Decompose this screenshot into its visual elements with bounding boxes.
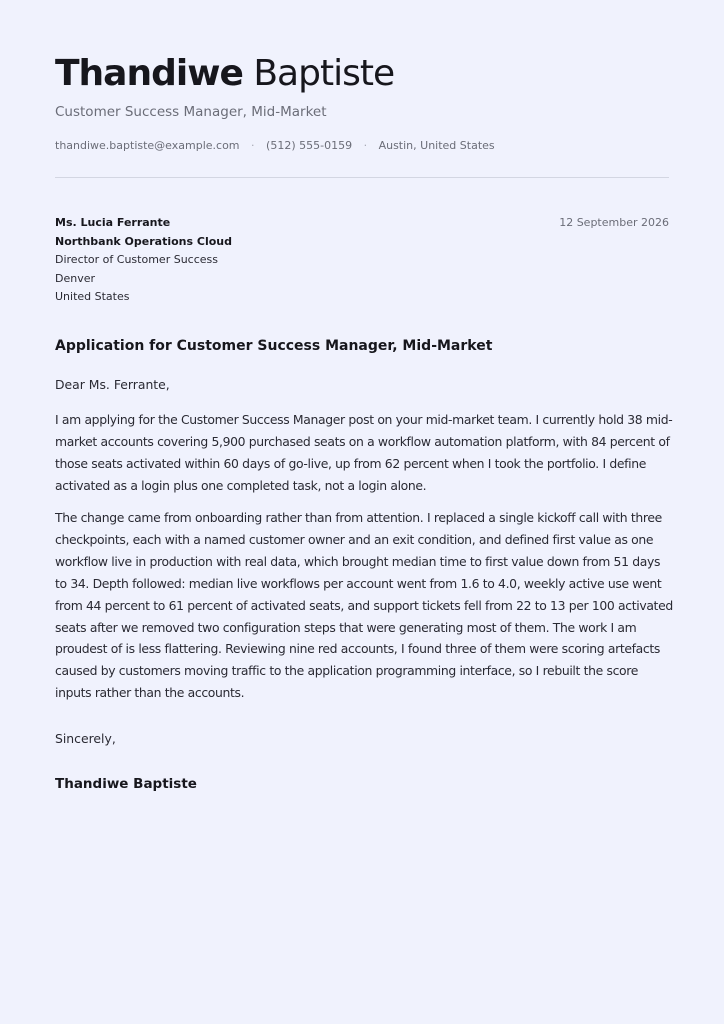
contact-separator: · xyxy=(251,139,255,152)
contact-email: thandiwe.baptiste@example.com xyxy=(55,139,240,152)
recipient-title: Director of Customer Success xyxy=(55,253,218,267)
recipient-name: Ms. Lucia Ferrante xyxy=(55,216,171,229)
letter-date: 12 September 2026 xyxy=(559,216,669,229)
recipient-company: Northbank Operations Cloud xyxy=(55,234,232,248)
header-divider xyxy=(55,177,669,178)
body-paragraph: The change came from onboarding rather than from attention. I replaced a single kickoff call with three checkpoints, each with a named customer owner and an exit condition, and defined first value as one workflow live in production with real data, which brought median time to first value down from 51 days to 34. Depth followed: median live workflows per account went from 1.6 to 4.0, weekly active use went from 44 percent to 61 percent of activated seats, and support tickets fell from 22 to 13 per 100 activated seats after we removed two configuration steps that were generating most of them. The work I am proudest of is less flattering. Reviewing nine red accounts, I found three of them were scoring artefacts caused by customers moving traffic to the application programming interface, so I rebuilt the score inputs rather than the accounts. xyxy=(55,510,673,701)
recipient-city: Denver xyxy=(55,271,96,285)
recipient-country: United States xyxy=(55,290,130,304)
applicant-role: Customer Success Manager, Mid-Market xyxy=(55,104,327,120)
applicant-name xyxy=(55,52,394,96)
recipient-block xyxy=(55,214,232,307)
applicant-first-name: Thandiwe xyxy=(55,53,243,94)
contact-location: Austin, United States xyxy=(378,139,495,152)
salutation: Dear Ms. Ferrante, xyxy=(55,377,170,392)
signature-name: Thandiwe Baptiste xyxy=(55,776,197,792)
contact-phone: (512) 555-0159 xyxy=(266,139,353,152)
body-paragraph: I am applying for the Customer Success Manager post on your mid-market team. I currently hold 38 mid-market accounts covering 5,900 purchased seats on a workflow automation platform, with 84 percent of those seats activated within 60 days of go-live, up from 62 percent when I took the portfolio. I define activated as a login plus one completed task, not a login alone. xyxy=(55,412,673,493)
letter-subject: Application for Customer Success Manager, Mid-Market xyxy=(55,338,493,354)
contact-separator: · xyxy=(363,139,368,152)
contact-line xyxy=(55,139,495,152)
closing: Sincerely, xyxy=(55,731,116,746)
applicant-last-name: Baptiste xyxy=(253,53,395,94)
